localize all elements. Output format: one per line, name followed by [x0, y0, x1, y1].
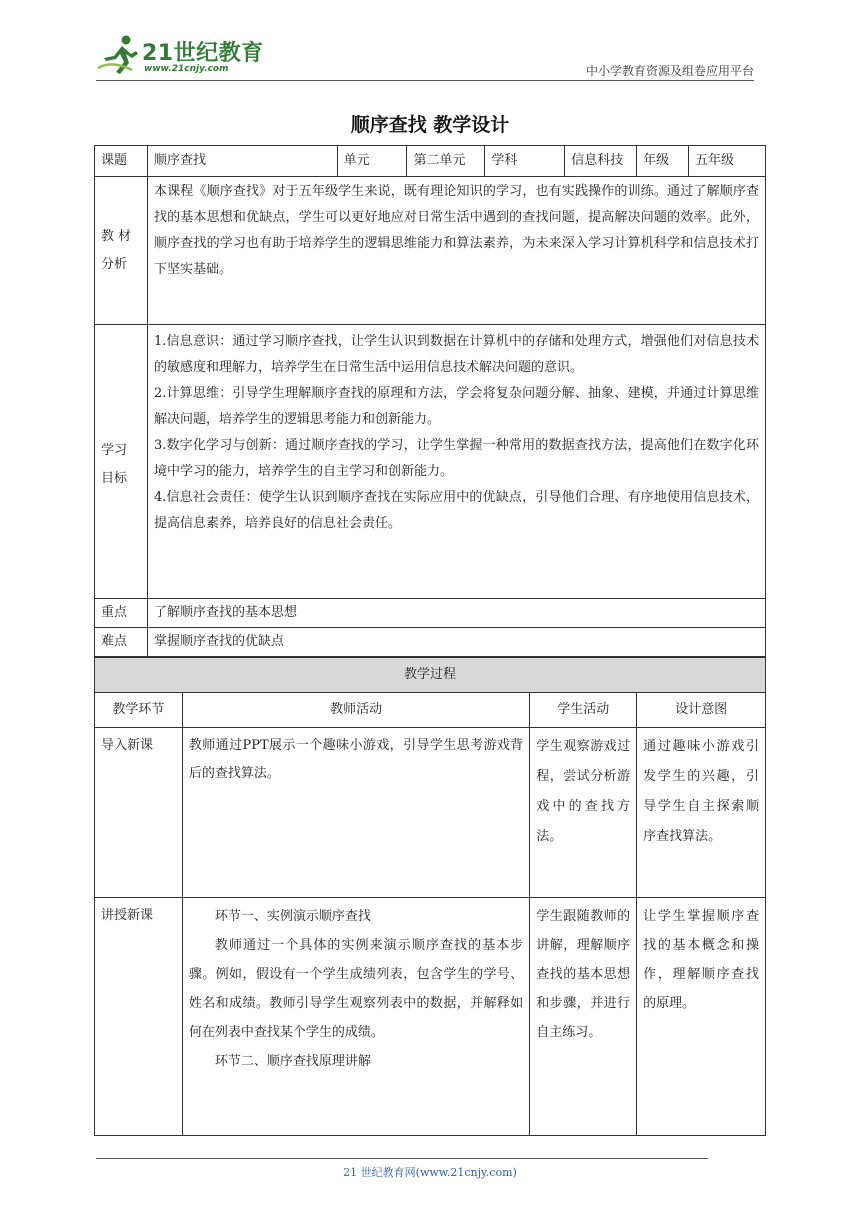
analysis-label [95, 177, 148, 325]
table-row [95, 728, 766, 898]
key-point-value: 了解顺序查找的基本思想 [147, 599, 765, 628]
unit-label: 单元 [337, 146, 407, 177]
teaching-process-table [94, 657, 766, 1136]
column-header: 教学环节 [95, 693, 183, 728]
stage-cell: 导入新课 [95, 728, 183, 898]
teacher-activity-text: 环节二、顺序查找原理讲解 [214, 1054, 371, 1069]
goal-item: 2.计算思维：引导学生理解顺序查找的原理和方法，学会将复杂问题分解、抽象、建模，并通过计算思维解决问题，培养学生的逻辑思考能力和创新能力。 [153, 386, 759, 427]
goal-item: 3.数字化学习与创新：通过顺序查找的学习，让学生掌握一种常用的数据查找方法，提高他们在数字化环境中学习的能力，培养学生的自主学习和创新能力。 [153, 438, 759, 479]
key-point-label: 重点 [95, 599, 148, 628]
header-divider [96, 80, 754, 81]
goals-text [147, 325, 765, 599]
logo-url: www.21cnjy.com [144, 64, 229, 74]
table-row [95, 898, 766, 1136]
teacher-activity-cell [182, 898, 529, 1136]
design-intent-cell: 通过趣味小游戏引发学生的兴趣，引导学生自主探索顺序查找算法。 [637, 728, 766, 898]
table-row [95, 693, 766, 728]
process-band-title: 教学过程 [95, 658, 766, 693]
teacher-activity-text: 教师通过PPT展示一个趣味小游戏，引导学生思考游戏背后的查找算法。 [188, 738, 524, 781]
footer-text: 21 世纪教育网(www.21cnjy.com) [343, 1166, 517, 1179]
subject-label: 学科 [485, 146, 565, 177]
column-header: 设计意图 [637, 693, 766, 728]
teacher-activity-text: 教师通过一个具体的实例来演示顺序查找的基本步骤。例如，假设有一个学生成绩列表，包含学生的学号、姓名和成绩。教师引导学生观察列表中的数据，并解释如何在列表中查找某个学生的成绩。 [188, 938, 524, 1040]
goals-label-line-2: 目标 [101, 471, 128, 486]
goals-label [95, 325, 148, 599]
difficulty-label: 难点 [95, 628, 148, 657]
footer-divider [96, 1158, 708, 1159]
table-row [95, 146, 766, 177]
table-row [95, 628, 766, 657]
goals-label-line-1: 学习 [101, 443, 128, 458]
table-row [95, 658, 766, 693]
lesson-info-table [94, 145, 766, 657]
difficulty-value: 掌握顺序查找的优缺点 [147, 628, 765, 657]
student-activity-cell: 学生跟随教师的讲解，理解顺序查找的基本思想和步骤，并进行自主练习。 [530, 898, 637, 1136]
page-title: 顺序查找 教学设计 [350, 114, 510, 136]
stage-cell: 讲授新课 [95, 898, 183, 1136]
site-logo [96, 34, 266, 78]
analysis-text: 本课程《顺序查找》对于五年级学生来说，既有理论知识的学习，也有实践操作的训练。通过了解顺序查找的基本思想和优缺点，学生可以更好地应对日常生活中遇到的查找问题，提高解决问题的效率。此外，顺序查找的学习也有助于培养学生的逻辑思维能力和算法素养，为未来深入学习计算机科学和信息技术打下坚实基础。 [147, 177, 765, 325]
course-value: 顺序查找 [147, 146, 337, 177]
student-activity-cell: 学生观察游戏过程，尝试分析游戏中的查找方法。 [530, 728, 637, 898]
subject-value: 信息科技 [565, 146, 637, 177]
table-row [95, 325, 766, 599]
design-intent-cell: 让学生掌握顺序查找的基本概念和操作，理解顺序查找的原理。 [637, 898, 766, 1136]
column-header: 学生活动 [530, 693, 637, 728]
runner-logo-icon [96, 34, 142, 76]
table-row [95, 599, 766, 628]
teacher-activity-cell [182, 728, 529, 898]
analysis-label-line-2: 分析 [101, 257, 128, 272]
table-row [95, 177, 766, 325]
analysis-label-line-1: 教 材 [101, 229, 132, 244]
teacher-activity-text: 环节一、实例演示顺序查找 [214, 909, 371, 924]
logo-brand: 21世纪教育 [142, 41, 264, 66]
goal-item: 1.信息意识：通过学习顺序查找，让学生认识到数据在计算机中的存储和处理方式，增强他们对信息技术的敏感度和理解力，培养学生在日常生活中运用信息技术解决问题的意识。 [153, 334, 759, 375]
platform-name: 中小学教育资源及组卷应用平台 [585, 64, 754, 78]
unit-value: 第二单元 [407, 146, 485, 177]
grade-label: 年级 [637, 146, 689, 177]
grade-value: 五年级 [689, 146, 766, 177]
column-header: 教师活动 [182, 693, 529, 728]
course-label: 课题 [95, 146, 148, 177]
goal-item: 4.信息社会责任：使学生认识到顺序查找在实际应用中的优缺点，引导他们合理、有序地使用信息技术，提高信息素养，培养良好的信息社会责任。 [153, 490, 759, 531]
